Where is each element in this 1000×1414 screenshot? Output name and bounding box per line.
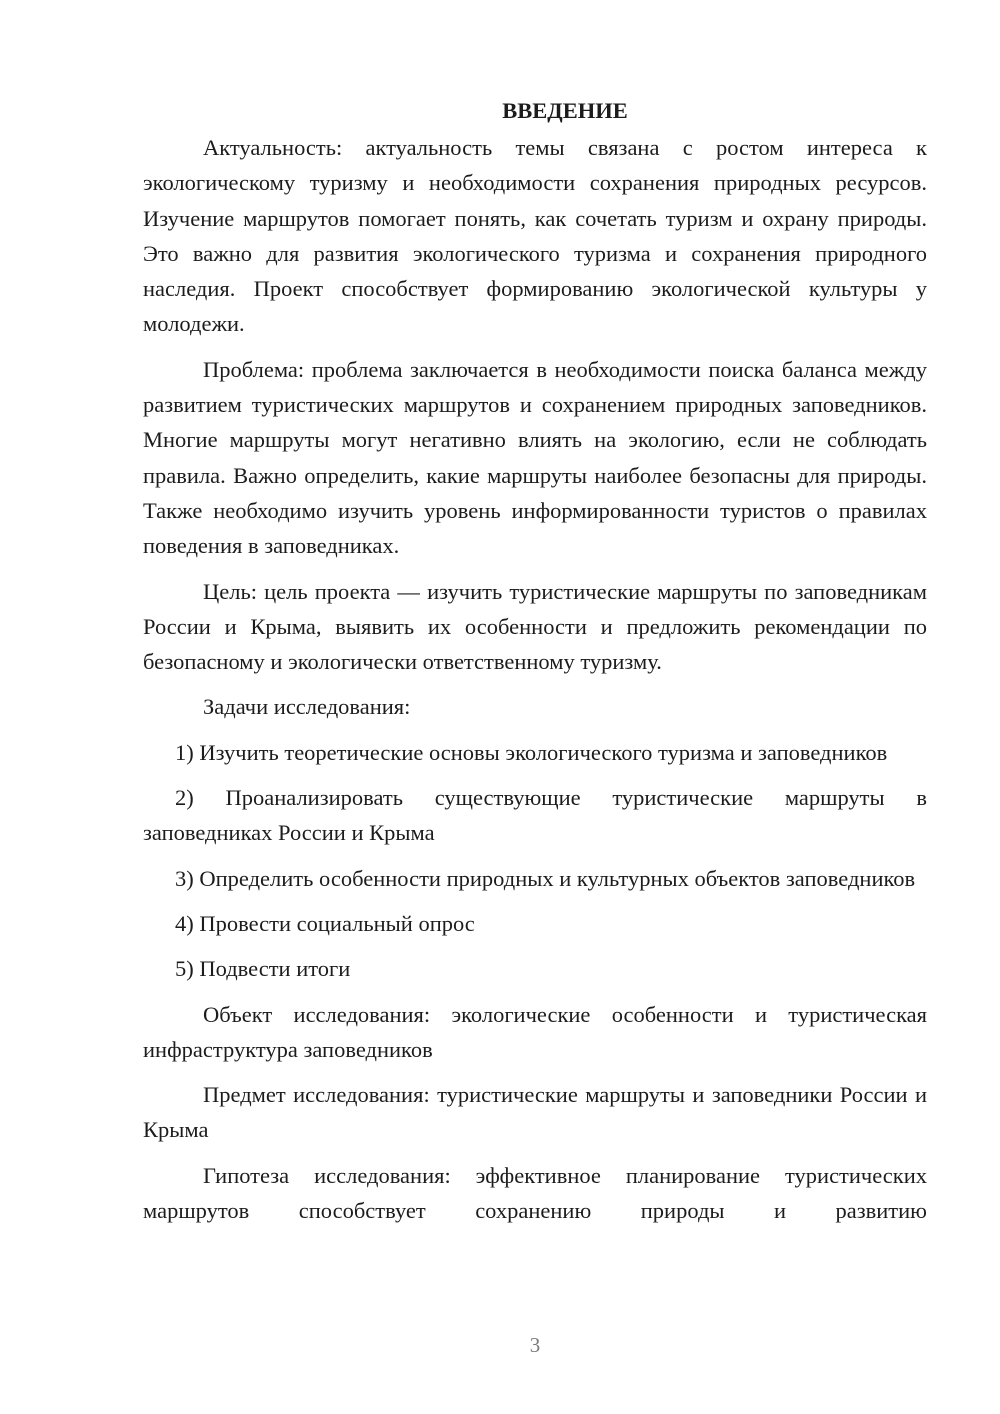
subject-paragraph: Предмет исследования: туристические маршруты и заповедники России и Крыма — [143, 1082, 927, 1143]
object-paragraph: Объект исследования: экологические особенности и туристическая инфраструктура заповедников — [143, 1001, 927, 1062]
relevance-paragraph: Актуальность: актуальность темы связана с ростом интереса к экологическому туризму и необходимости сохранения природных ресурсов. Изучение маршрутов помогает понять, как сочетать туризм и охрану природы. Это важно для развития экологического туризма и сохранения природного наследия. Проект способствует формированию экологической культуры у молодежи. — [143, 135, 927, 337]
page-content — [143, 92, 927, 1228]
goal-paragraph: Цель: цель проекта — изучить туристические маршруты по заповедникам России и Крыма, выявить их особенности и предложить рекомендации по безопасному и экологически ответственному туризму. — [143, 578, 927, 675]
page-number: 3 — [529, 1333, 541, 1357]
problem-paragraph: Проблема: проблема заключается в необходимости поиска баланса между развитием туристических маршрутов и сохранением природных заповедников. Многие маршруты могут негативно влиять на экологию, если не соблюдать правила. Важно определить, какие маршруты наиболее безопасны для природы. Также необходимо изучить уровень информированности туристов о правилах поведения в заповедниках. — [143, 356, 927, 559]
task-item-4: 4) Провести социальный опрос — [175, 910, 475, 936]
tasks-title: Задачи исследования: — [203, 694, 411, 720]
hypothesis-paragraph: Гипотеза исследования: эффективное планирование туристических маршрутов способствует сохранению природы и развитию — [143, 1162, 927, 1224]
task-item-1: 1) Изучить теоретические основы экологического туризма и заповедников — [175, 739, 888, 765]
section-heading: ВВЕДЕНИЕ — [502, 98, 628, 123]
task-item-2: 2) Проанализировать существующие туристические маршруты в заповедниках России и Крыма — [143, 785, 927, 846]
task-item-5: 5) Подвести итоги — [175, 956, 351, 982]
task-item-3: 3) Определить особенности природных и культурных объектов заповедников — [175, 865, 916, 891]
